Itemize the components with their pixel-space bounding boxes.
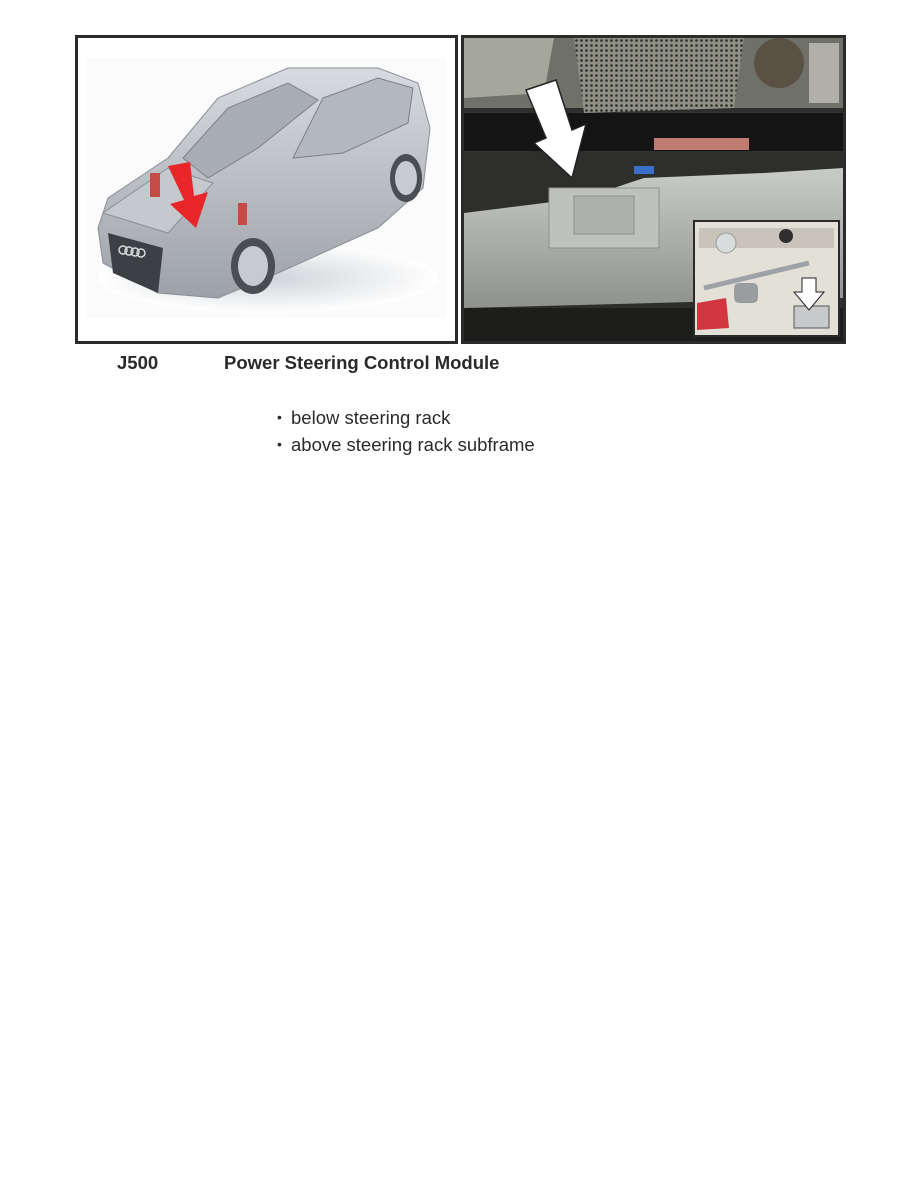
location-item: • above steering rack subframe bbox=[277, 432, 535, 459]
location-item: • below steering rack bbox=[277, 405, 535, 432]
location-list bbox=[277, 405, 535, 459]
underbody-photo bbox=[464, 38, 843, 341]
underbody-photo-figure bbox=[461, 35, 846, 344]
steering-rack-inset bbox=[694, 221, 839, 336]
component-code: J500 bbox=[117, 352, 159, 373]
component-name: Power Steering Control Module bbox=[224, 352, 500, 373]
car-illustration bbox=[78, 38, 455, 341]
car-cutaway-figure bbox=[75, 35, 458, 344]
